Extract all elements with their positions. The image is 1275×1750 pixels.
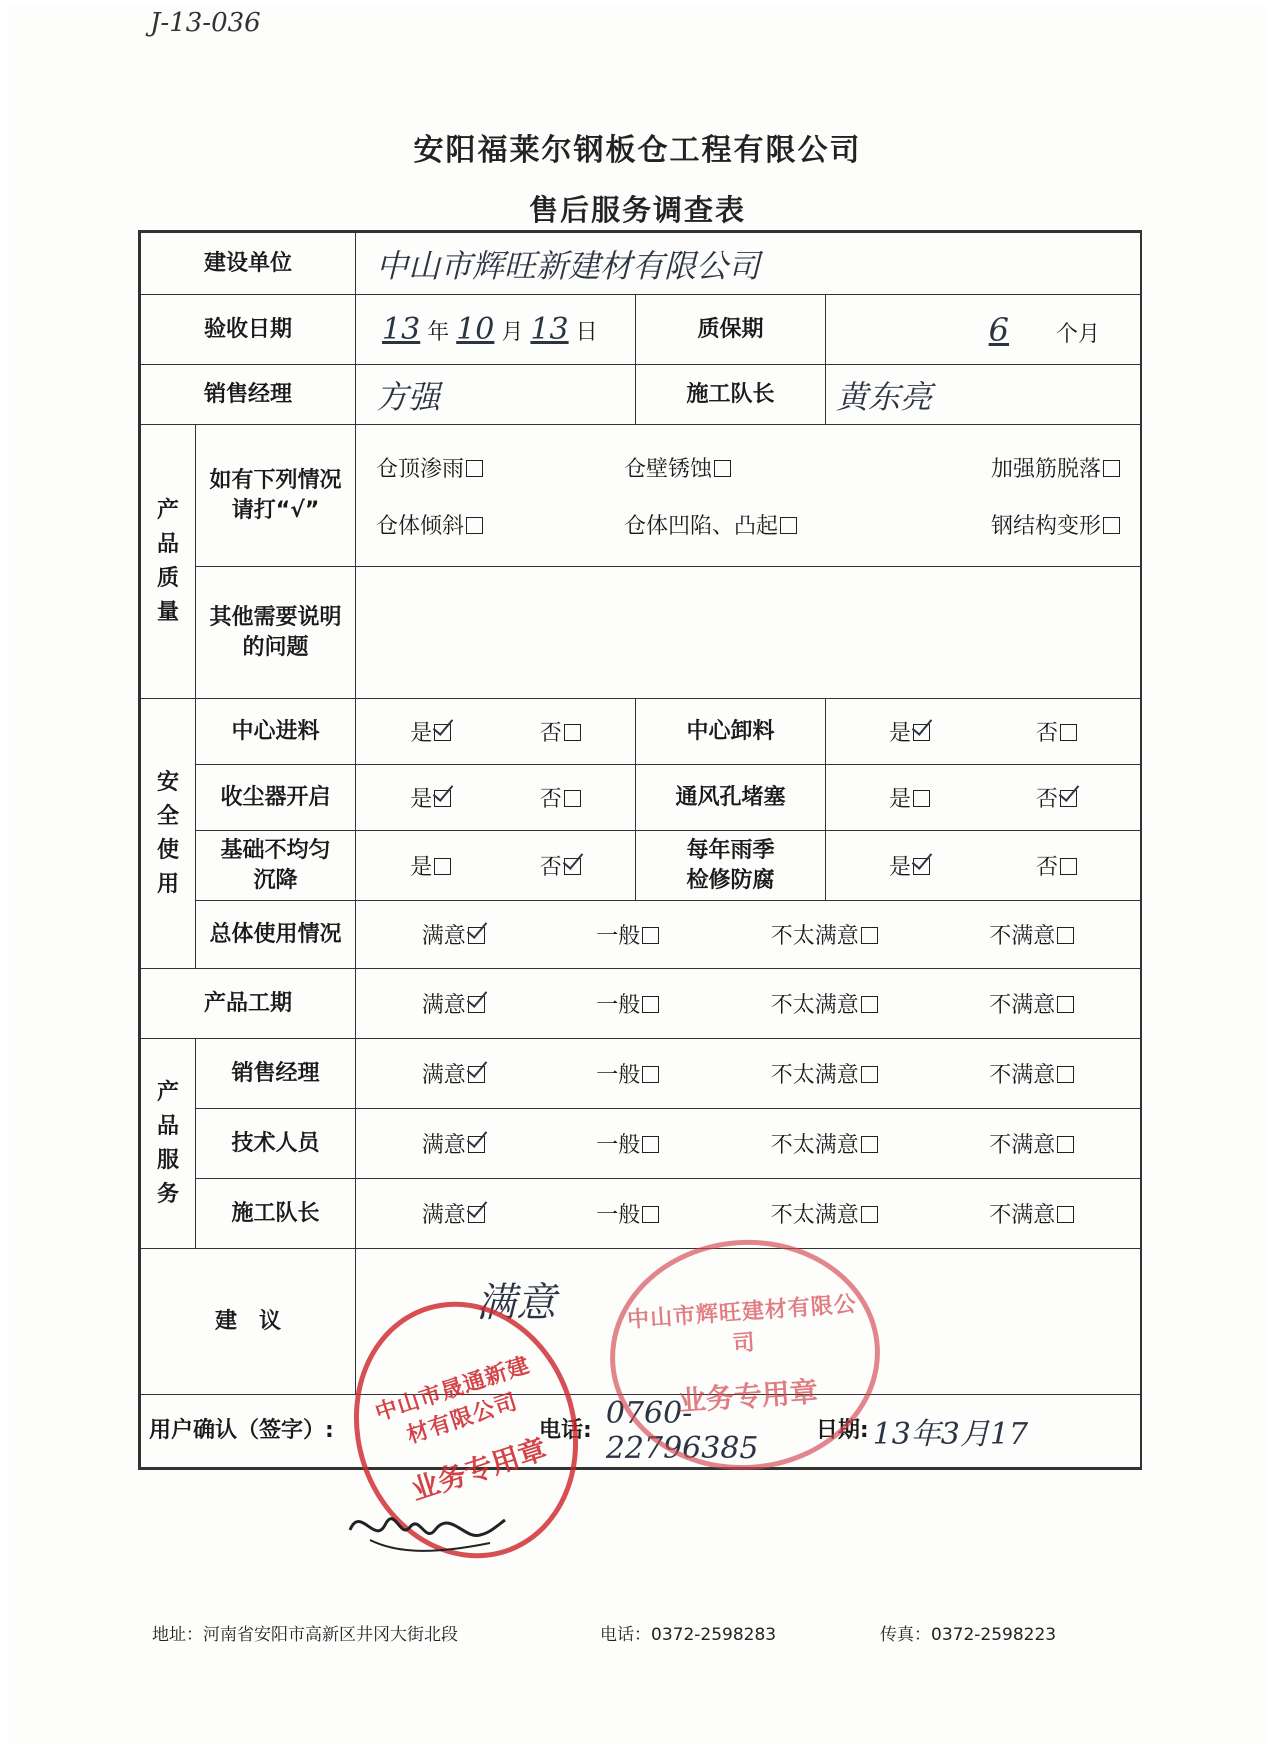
warranty-value: 6 [988, 310, 1010, 349]
rainy-season-answer [826, 831, 1141, 901]
vent-blocked-label: 通风孔堵塞 [636, 765, 826, 831]
option-wall-rust[interactable] [624, 452, 872, 483]
rating-not-very-satisfied[interactable] [771, 988, 878, 1019]
construction-unit-value: 中山市辉旺新建材有限公司 [376, 246, 761, 285]
checkbox-checked[interactable] [1060, 790, 1077, 807]
other-issues-label [196, 567, 356, 699]
checkbox[interactable] [780, 517, 797, 534]
safety-char: 使 [156, 837, 179, 863]
rating-not-very-satisfied[interactable] [771, 1058, 878, 1089]
service-section-label [141, 1039, 196, 1249]
checkbox[interactable] [1057, 1136, 1074, 1153]
no-label: 否 [539, 787, 562, 812]
uneven-settlement-line: 基础不均匀 [220, 837, 331, 863]
team-leader-value: 黄东亮 [836, 377, 933, 416]
rating-satisfied[interactable] [422, 919, 485, 950]
warranty-field[interactable] [826, 295, 1141, 365]
center-discharge-yes[interactable] [889, 716, 930, 747]
quality-char: 量 [156, 599, 179, 625]
user-confirm-label: 用户确认（签字）: [149, 1418, 334, 1443]
option-roof-leak[interactable] [376, 452, 624, 483]
rating-average[interactable] [596, 1128, 659, 1159]
acceptance-date-label: 验收日期 [141, 295, 356, 365]
checkbox[interactable] [1103, 517, 1120, 534]
warranty-label: 质保期 [636, 295, 826, 365]
checkbox-checked[interactable] [913, 724, 930, 741]
seal-ring-text: 中山市辉旺建材有限公司 [626, 1292, 858, 1357]
checkbox[interactable] [861, 1136, 878, 1153]
product-period-label: 产品工期 [141, 969, 356, 1039]
rainy-season-no[interactable] [1036, 850, 1077, 881]
check-instruction [196, 425, 356, 567]
rating-not-very-satisfied[interactable] [771, 919, 878, 950]
no-label: 否 [539, 855, 562, 880]
option-label: 仓壁锈蚀 [624, 456, 713, 482]
footer-phone: 电话：0372-2598283 [600, 1625, 777, 1645]
uneven-settlement-yes[interactable] [410, 850, 451, 881]
checkbox[interactable] [434, 858, 451, 875]
center-discharge-answer [826, 699, 1141, 765]
safety-char: 用 [156, 871, 179, 897]
no-label: 否 [1036, 721, 1059, 746]
team-leader-label: 施工队长 [636, 365, 826, 425]
rainy-season-line: 每年雨季 [686, 837, 775, 863]
other-issues-field[interactable] [356, 567, 1141, 699]
phone-label: 电话: [539, 1418, 592, 1443]
quality-options [356, 425, 1141, 567]
safety-section-label [141, 699, 196, 969]
rating-label: 不满意 [989, 1133, 1056, 1158]
other-issues-line: 其他需要说明 [209, 604, 342, 630]
rating-label: 不太满意 [770, 993, 859, 1018]
rating-label: 不太满意 [770, 1133, 859, 1158]
rating-label: 不满意 [989, 993, 1056, 1018]
checkbox[interactable] [466, 517, 483, 534]
rating-satisfied[interactable] [422, 1128, 485, 1159]
rating-label: 不满意 [989, 924, 1056, 949]
check-instruction-line: 如有下列情况 [209, 467, 342, 493]
other-issues-line: 的问题 [242, 634, 309, 660]
overall-use-rating [356, 901, 1141, 969]
rating-label: 不太满意 [770, 1203, 859, 1228]
service-char: 务 [156, 1181, 179, 1207]
checkbox[interactable] [1103, 460, 1120, 477]
uneven-settlement-label [196, 831, 356, 901]
quality-char: 产 [156, 497, 179, 523]
rainy-season-yes[interactable] [889, 850, 930, 881]
checkbox[interactable] [861, 927, 878, 944]
dust-collector-no[interactable] [540, 782, 581, 813]
service-leader-label: 施工队长 [196, 1179, 356, 1249]
rating-label: 满意 [421, 924, 466, 949]
dust-collector-yes[interactable] [410, 782, 451, 813]
safety-char: 全 [156, 803, 179, 829]
sales-manager-value: 方强 [376, 377, 441, 416]
sales-manager-field[interactable] [356, 365, 636, 425]
center-feed-yes[interactable] [410, 716, 451, 747]
uneven-settlement-no[interactable] [540, 850, 581, 881]
product-period-rating [356, 969, 1141, 1039]
rating-label: 满意 [421, 1063, 466, 1088]
rating-satisfied[interactable] [422, 1198, 485, 1229]
acceptance-month: 10 [456, 312, 495, 347]
document-code: J-13-036 [150, 8, 261, 38]
rating-label: 满意 [421, 1203, 466, 1228]
option-tilt[interactable] [376, 509, 624, 540]
rainy-season-line: 检修防腐 [686, 867, 775, 893]
yes-label: 是 [410, 787, 433, 812]
service-tech-label: 技术人员 [196, 1109, 356, 1179]
rating-satisfied[interactable] [422, 988, 485, 1019]
checkbox-checked[interactable] [468, 927, 485, 944]
rating-dissatisfied[interactable] [989, 1198, 1074, 1229]
vent-blocked-answer [826, 765, 1141, 831]
center-feed-label: 中心进料 [196, 699, 356, 765]
uneven-settlement-answer [356, 831, 636, 901]
checkbox[interactable] [861, 1206, 878, 1223]
service-char: 产 [156, 1079, 179, 1105]
checkbox[interactable] [642, 1136, 659, 1153]
footer-address: 地址：河南省安阳市高新区井冈大街北段 [152, 1625, 458, 1645]
yes-label: 是 [410, 721, 433, 746]
safety-char: 安 [156, 769, 179, 795]
yes-label: 是 [889, 721, 912, 746]
service-sales-rating [356, 1039, 1141, 1109]
team-leader-field[interactable] [826, 365, 1141, 425]
option-label: 钢结构变形 [991, 513, 1102, 539]
checkbox[interactable] [1057, 1206, 1074, 1223]
quality-char: 品 [156, 531, 179, 557]
checkbox-checked[interactable] [913, 858, 930, 875]
option-label: 仓体倾斜 [376, 513, 465, 539]
seal-core-text: 业务专用章 [407, 1432, 551, 1507]
rating-label: 不满意 [989, 1063, 1056, 1088]
yes-label: 是 [889, 855, 912, 880]
yes-label: 是 [889, 787, 912, 812]
center-discharge-label: 中心卸料 [636, 699, 826, 765]
warranty-unit: 个月 [1056, 321, 1101, 347]
option-label: 加强筋脱落 [991, 456, 1102, 482]
overall-use-label: 总体使用情况 [196, 901, 356, 969]
option-dent[interactable] [624, 509, 872, 540]
rating-label: 不满意 [989, 1203, 1056, 1228]
rating-label: 满意 [421, 1133, 466, 1158]
no-label: 否 [1036, 787, 1059, 812]
service-leader-rating [356, 1179, 1141, 1249]
dust-collector-answer [356, 765, 636, 831]
checkbox[interactable] [642, 927, 659, 944]
rating-label: 一般 [596, 924, 641, 949]
footer-fax: 传真：0372-2598223 [880, 1625, 1057, 1645]
date-label: 日期: [815, 1418, 869, 1443]
quality-section-label [141, 425, 196, 699]
rating-average[interactable] [596, 1198, 659, 1229]
sales-manager-label: 销售经理 [141, 365, 356, 425]
company-name: 安阳福莱尔钢板仓工程有限公司 [413, 133, 862, 168]
uneven-settlement-line: 沉降 [253, 867, 298, 893]
seal-ring-text: 中山市晟通新建材有限公司 [372, 1352, 534, 1449]
option-deform[interactable] [991, 509, 1120, 540]
checkbox[interactable] [861, 996, 878, 1013]
rating-average[interactable] [596, 988, 659, 1019]
month-unit: 月 [501, 320, 524, 345]
center-feed-answer [356, 699, 636, 765]
checkbox[interactable] [642, 1066, 659, 1083]
checkbox[interactable] [564, 790, 581, 807]
checkbox-checked[interactable] [434, 724, 451, 741]
checkbox-checked[interactable] [468, 1136, 485, 1153]
day-unit: 日 [575, 320, 598, 345]
service-char: 品 [156, 1113, 179, 1139]
service-sales-label: 销售经理 [196, 1039, 356, 1109]
option-label: 仓体凹陷、凸起 [624, 513, 779, 539]
rating-dissatisfied[interactable] [989, 1128, 1074, 1159]
rating-label: 一般 [596, 1063, 641, 1088]
rating-dissatisfied[interactable] [989, 1058, 1074, 1089]
vent-blocked-yes[interactable] [889, 782, 930, 813]
vent-blocked-no[interactable] [1036, 782, 1077, 813]
rating-label: 不太满意 [770, 924, 859, 949]
checkbox-checked[interactable] [468, 996, 485, 1013]
checkbox[interactable] [861, 1066, 878, 1083]
checkbox-checked[interactable] [434, 790, 451, 807]
checkbox-checked[interactable] [468, 1206, 485, 1223]
rainy-season-label [636, 831, 826, 901]
rating-average[interactable] [596, 1058, 659, 1089]
rating-satisfied[interactable] [422, 1058, 485, 1089]
checkbox[interactable] [564, 724, 581, 741]
center-discharge-no[interactable] [1036, 716, 1077, 747]
rating-not-very-satisfied[interactable] [771, 1198, 878, 1229]
checkbox[interactable] [466, 460, 483, 477]
check-instruction-line: 请打“√” [231, 497, 320, 523]
yes-label: 是 [410, 855, 433, 880]
rating-label: 满意 [421, 993, 466, 1018]
seal-core-text: 业务专用章 [676, 1375, 819, 1418]
dust-collector-label: 收尘器开启 [196, 765, 356, 831]
service-tech-rating [356, 1109, 1141, 1179]
acceptance-date-field[interactable] [356, 295, 636, 365]
checkbox[interactable] [1057, 927, 1074, 944]
no-label: 否 [539, 721, 562, 746]
year-unit: 年 [427, 320, 450, 345]
form-title: 售后服务调查表 [528, 193, 746, 227]
service-char: 服 [156, 1147, 179, 1173]
rating-label: 不太满意 [770, 1063, 859, 1088]
construction-unit-field[interactable] [356, 233, 1141, 295]
checkbox[interactable] [1060, 858, 1077, 875]
rating-label: 一般 [596, 1133, 641, 1158]
phone-value[interactable]: 0760-22796385 [605, 1396, 759, 1466]
rating-label: 一般 [596, 993, 641, 1018]
checkbox[interactable] [642, 996, 659, 1013]
option-rib-detach[interactable] [991, 452, 1120, 483]
suggestion-value: 满意 [476, 1280, 557, 1326]
rating-label: 一般 [596, 1203, 641, 1228]
checkbox[interactable] [1057, 996, 1074, 1013]
construction-unit-label: 建设单位 [141, 233, 356, 295]
suggestion-label: 建 议 [141, 1249, 356, 1395]
acceptance-year: 13 [382, 312, 421, 347]
rating-dissatisfied[interactable] [989, 919, 1074, 950]
no-label: 否 [1036, 855, 1059, 880]
acceptance-day: 13 [530, 312, 569, 347]
rating-average[interactable] [596, 919, 659, 950]
date-value[interactable]: 13年3月17 [872, 1417, 1029, 1452]
checkbox[interactable] [1057, 1066, 1074, 1083]
checkbox-checked[interactable] [564, 858, 581, 875]
user-signature [340, 1485, 510, 1565]
checkbox[interactable] [714, 460, 731, 477]
checkbox[interactable] [913, 790, 930, 807]
quality-char: 质 [156, 565, 179, 591]
center-feed-no[interactable] [540, 716, 581, 747]
checkbox[interactable] [1060, 724, 1077, 741]
rating-not-very-satisfied[interactable] [771, 1128, 878, 1159]
checkbox-checked[interactable] [468, 1066, 485, 1083]
option-label: 仓顶渗雨 [376, 456, 465, 482]
rating-dissatisfied[interactable] [989, 988, 1074, 1019]
checkbox[interactable] [642, 1206, 659, 1223]
